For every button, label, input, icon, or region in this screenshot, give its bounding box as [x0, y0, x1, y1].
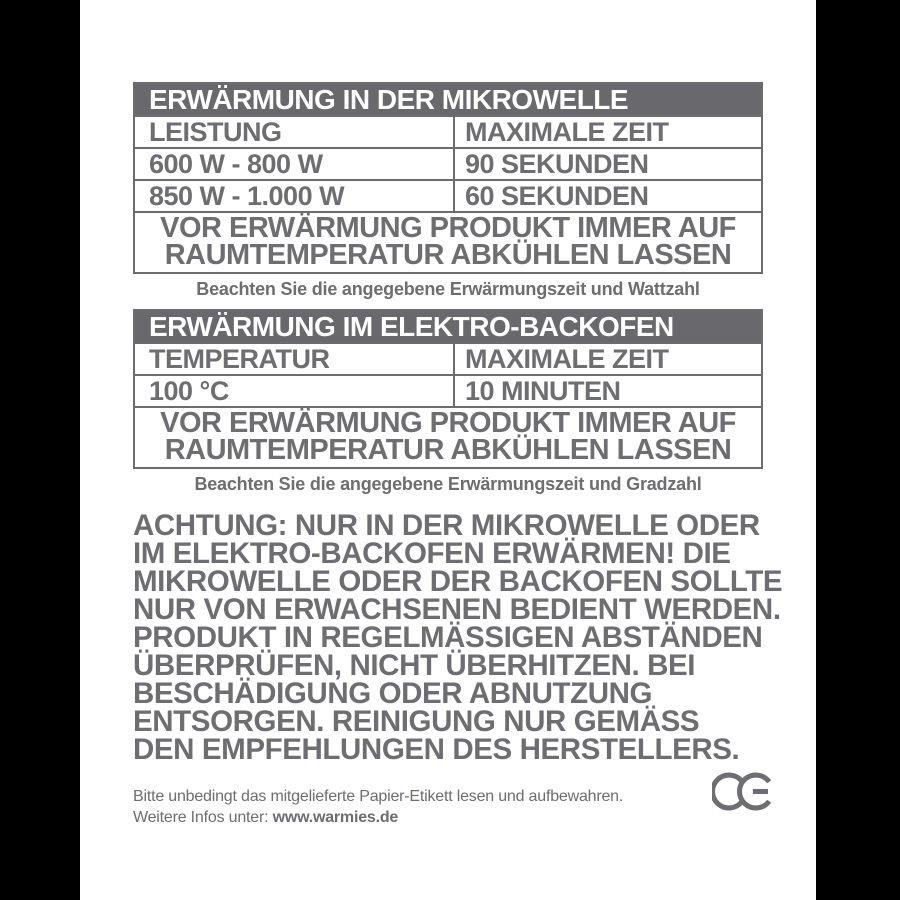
microwave-table-header-row	[135, 115, 761, 147]
max-time-value: 10 MINUTEN	[465, 376, 621, 406]
table-row	[135, 374, 761, 406]
warning-line: MIKROWELLE ODER DER BACKOFEN SOLLTE	[133, 565, 783, 598]
warning-line: ENTSORGEN. REINIGUNG NUR GEMÄSS	[133, 705, 700, 738]
microwave-table-warning-row	[135, 211, 761, 272]
microwave-table-caption: Beachten Sie die angegebene Erwärmungszeit und Wattzahl	[196, 279, 700, 299]
warning-row-line2: RAUMTEMPERATUR ABKÜHLEN LASSEN	[164, 239, 732, 271]
column-header-maximale-zeit: MAXIMALE ZEIT	[465, 344, 669, 374]
warmies-url: www.warmies.de	[272, 809, 399, 826]
warning-line: PRODUKT IN REGELMÄSSIGEN ABSTÄNDEN	[133, 621, 763, 654]
attention-warning-text	[133, 509, 783, 766]
warning-row-line1: VOR ERWÄRMUNG PRODUKT IMMER AUF	[160, 407, 736, 439]
table-row	[135, 179, 761, 211]
oven-table-caption: Beachten Sie die angegebene Erwärmungszeit und Gradzahl	[194, 474, 702, 494]
wattage-range-value: 600 W - 800 W	[135, 149, 455, 179]
warning-line: IM ELEKTRO-BACKOFEN ERWÄRMEN! DIE	[133, 537, 731, 570]
left-black-bar	[0, 0, 80, 900]
note-line1: Bitte unbedingt das mitgelieferte Papier-Etikett lesen und aufbewahren.	[133, 788, 624, 805]
column-header-maximale-zeit: MAXIMALE ZEIT	[465, 117, 669, 147]
warning-line: ACHTUNG: NUR IN DER MIKROWELLE ODER	[133, 509, 760, 542]
right-black-bar	[816, 0, 900, 900]
warning-row-line2: RAUMTEMPERATUR ABKÜHLEN LASSEN	[164, 434, 732, 466]
max-time-value: 60 SEKUNDEN	[465, 181, 649, 211]
column-header-temperatur: TEMPERATUR	[135, 344, 455, 374]
wattage-range-value: 850 W - 1.000 W	[135, 181, 455, 211]
bottom-note	[133, 786, 623, 828]
temperature-value: 100 °C	[135, 376, 455, 406]
oven-heating-table	[133, 309, 763, 469]
oven-table-warning-row	[135, 406, 761, 467]
warning-row-line1: VOR ERWÄRMUNG PRODUKT IMMER AUF	[160, 212, 736, 244]
label-content	[133, 82, 783, 766]
oven-table-title: ERWÄRMUNG IM ELEKTRO-BACKOFEN	[135, 311, 761, 342]
oven-table-header-row	[135, 342, 761, 374]
note-line2	[133, 807, 623, 828]
microwave-heating-table	[133, 82, 763, 274]
microwave-table-title: ERWÄRMUNG IN DER MIKROWELLE	[135, 84, 761, 115]
warning-line: ÜBERPRÜFEN, NICHT ÜBERHITZEN. BEI	[133, 649, 696, 682]
warning-line: NUR VON ERWACHSENEN BEDIENT WERDEN.	[133, 593, 781, 626]
warning-line: DEN EMPFEHLUNGEN DES HERSTELLERS.	[133, 733, 740, 766]
warning-line: BESCHÄDIGUNG ODER ABNUTZUNG	[133, 677, 653, 710]
column-header-leistung: LEISTUNG	[135, 117, 455, 147]
table-row	[135, 147, 761, 179]
max-time-value: 90 SEKUNDEN	[465, 149, 649, 179]
ce-mark-icon	[712, 770, 776, 813]
note-line2-prefix: Weitere Infos unter:	[133, 809, 273, 826]
